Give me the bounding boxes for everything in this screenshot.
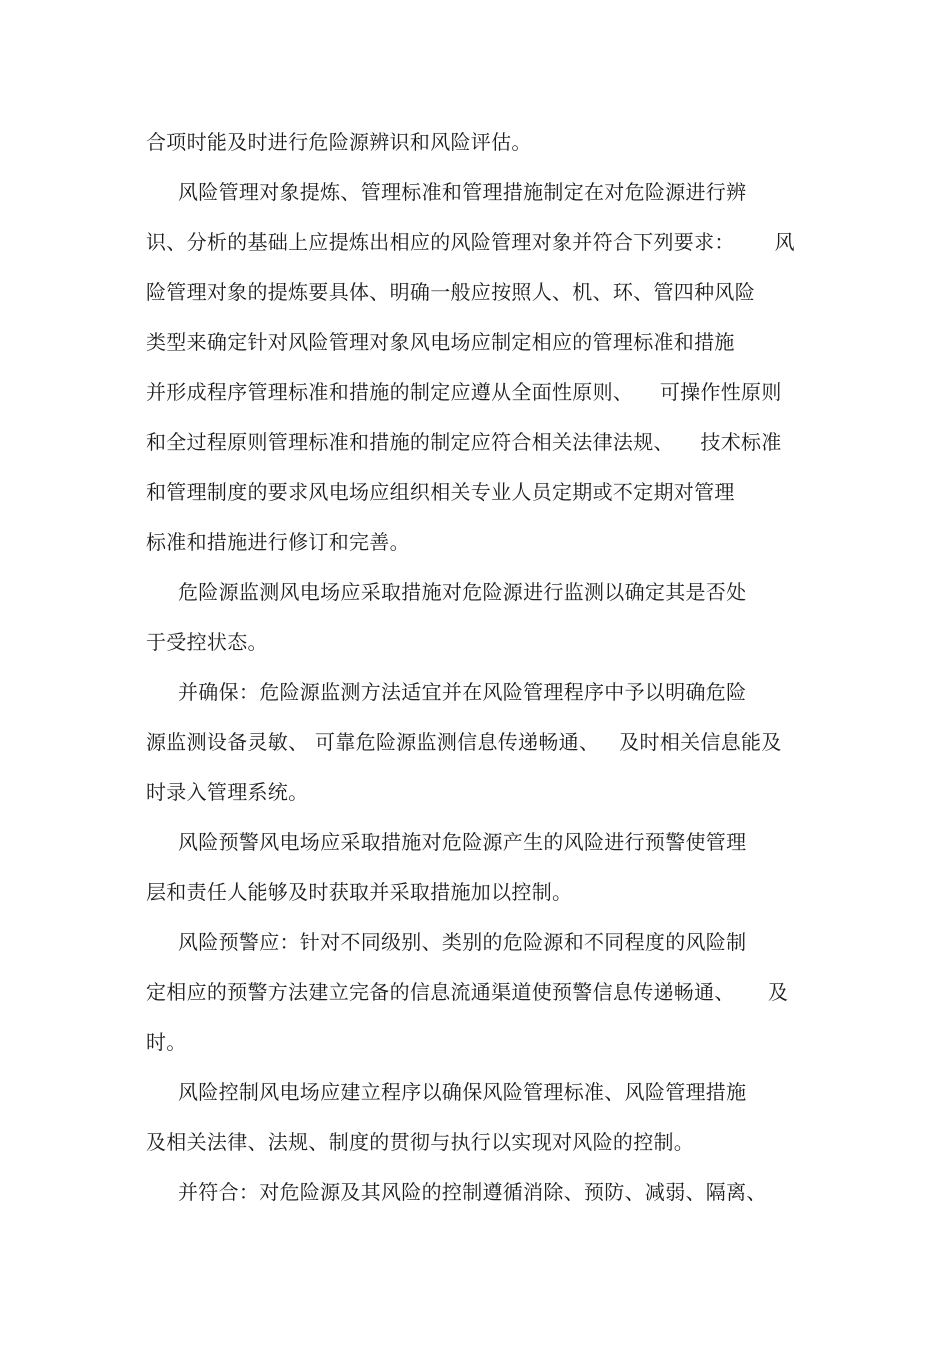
text-line: 危险源监测风电场应采取措施对危险源进行监测以确定其是否处 — [178, 580, 747, 604]
text-line: 风险控制风电场应建立程序以确保风险管理标准、风险管理措施 — [178, 1080, 747, 1104]
text-line: 时。 — [146, 1030, 187, 1054]
text-line: 源监测设备灵敏、 可靠危险源监测信息传递畅通、 及时相关信息能及 — [146, 730, 782, 754]
text-line: 标准和措施进行修订和完善。 — [146, 530, 410, 554]
text-line: 和管理制度的要求风电场应组织相关专业人员定期或不定期对管理 — [146, 480, 735, 504]
text-line: 时录入管理系统。 — [146, 780, 309, 804]
text-line: 并形成程序管理标准和措施的制定应遵从全面性原则、 可操作性原则 — [146, 380, 782, 404]
text-line: 风险预警风电场应采取措施对危险源产生的风险进行预警使管理 — [178, 830, 747, 854]
text-line: 风险预警应：针对不同级别、类别的危险源和不同程度的风险制 — [178, 930, 747, 954]
text-line: 于受控状态。 — [146, 630, 268, 654]
text-line: 和全过程原则管理标准和措施的制定应符合相关法律法规、 技术标准 — [146, 430, 782, 454]
text-line: 层和责任人能够及时获取并采取措施加以控制。 — [146, 880, 573, 904]
text-line: 识、分析的基础上应提炼出相应的风险管理对象并符合下列要求： 风 — [146, 230, 795, 254]
text-line: 定相应的预警方法建立完备的信息流通渠道使预警信息传递畅通、 及 — [146, 980, 789, 1004]
text-line: 并符合：对危险源及其风险的控制遵循消除、预防、减弱、隔离、 — [178, 1180, 767, 1204]
text-line: 及相关法律、法规、制度的贯彻与执行以实现对风险的控制。 — [146, 1130, 695, 1154]
text-line: 风险管理对象提炼、管理标准和管理措施制定在对危险源进行辨 — [178, 180, 747, 204]
text-line: 合项时能及时进行危险源辨识和风险评估。 — [146, 130, 532, 154]
text-line: 类型来确定针对风险管理对象风电场应制定相应的管理标准和措施 — [146, 330, 735, 354]
text-line: 并确保：危险源监测方法适宜并在风险管理程序中予以明确危险 — [178, 680, 747, 704]
text-line: 险管理对象的提炼要具体、明确一般应按照人、机、环、管四种风险 — [146, 280, 755, 304]
